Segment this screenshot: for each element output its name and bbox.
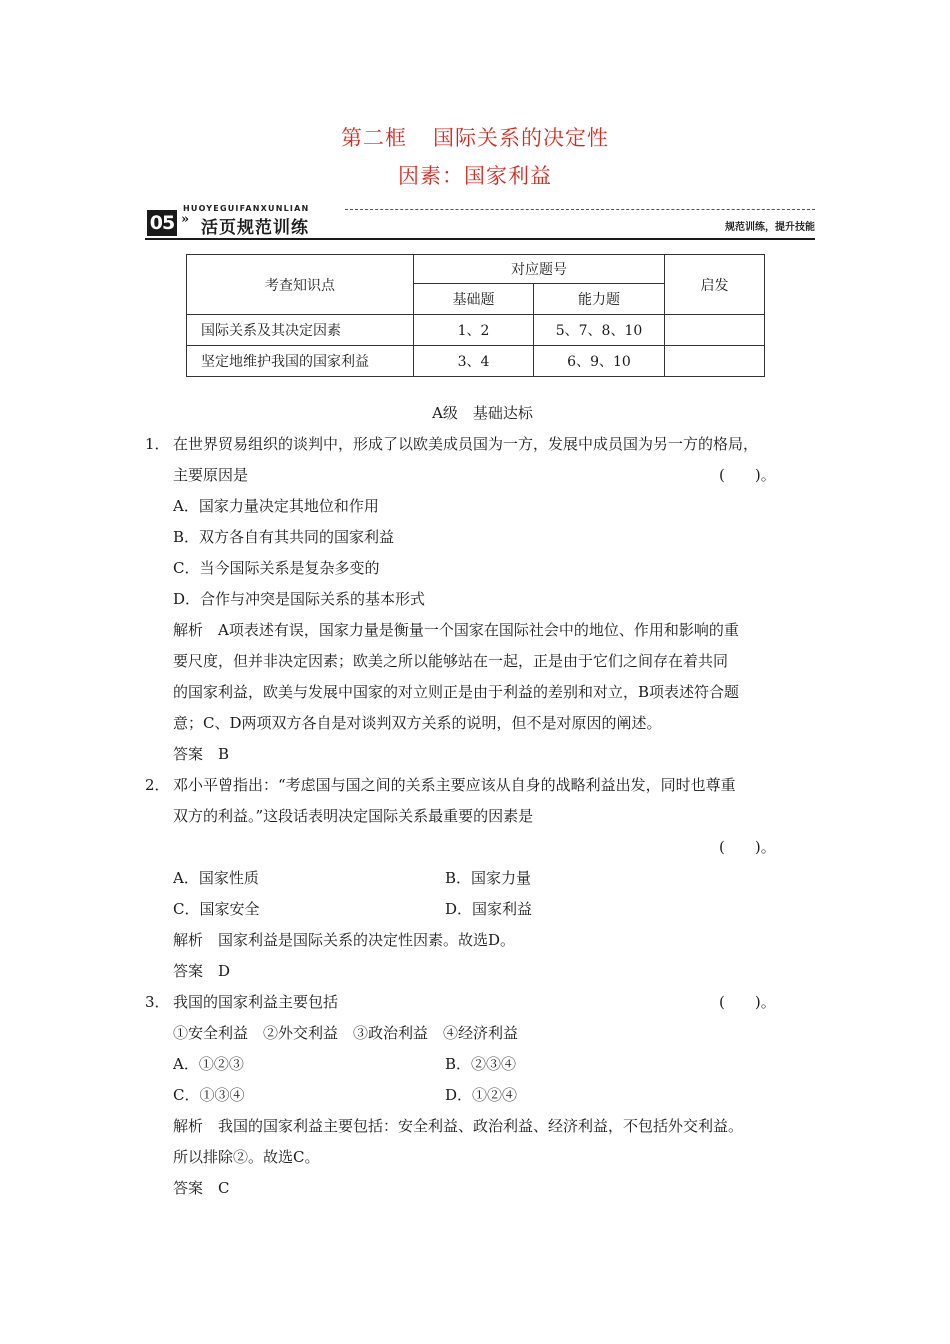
q1-analysis-line2: 要尺度，但并非决定因素；欧美之所以能够站在一起，正是由于它们之间存在着共同 [173, 652, 729, 670]
row-point: 国际关系及其决定因素 [187, 315, 414, 346]
q2-option-c: C．国家安全 [173, 900, 260, 918]
banner-pinyin: HUOYEGUIFANXUNLIAN [183, 204, 310, 213]
row-insight [665, 346, 765, 377]
row-ability: 6、9、10 [534, 346, 665, 377]
q1-option-c: C．当今国际关系是复杂多变的 [173, 559, 380, 577]
q1-option-a: A．国家力量决定其地位和作用 [173, 497, 379, 515]
q1-option-b: B．双方各自有其共同的国家利益 [173, 528, 395, 546]
section-banner [145, 200, 815, 240]
q3-number: 3． [145, 993, 170, 1011]
banner-dash-rule [345, 209, 815, 210]
q3-analysis-line2: 所以排除②。故选C。 [173, 1148, 320, 1166]
q2-options-row1 [145, 863, 820, 894]
q1-number: 1． [145, 435, 170, 453]
q3-analysis-line1: 解析 我国的国家利益主要包括：安全利益、政治利益、经济利益，不包括外交利益。 [173, 1117, 744, 1135]
header-insight: 启发 [665, 255, 765, 315]
q1-answer: 答案 B [173, 745, 230, 763]
answer-bracket: ( )。 [719, 466, 776, 484]
q1-stem-line2 [145, 460, 820, 491]
q3-option-b: B．②③④ [445, 1055, 517, 1073]
row-basic: 3、4 [414, 346, 534, 377]
knowledge-table [186, 254, 765, 377]
page-title-line2: 因素：国家利益 [398, 164, 552, 188]
row-ability: 5、7、8、10 [534, 315, 665, 346]
q1-analysis-line1: 解析 A项表述有误，国家力量是衡量一个国家在国际社会中的地位、作用和影响的重 [173, 621, 739, 639]
q1-stem-text1: 在世界贸易组织的谈判中，形成了以欧美成员国为一方，发展中成员国为另一方的格局， [173, 435, 759, 453]
q2-stem-line1 [145, 770, 820, 801]
header-question-no: 对应题号 [414, 255, 665, 284]
q2-option-d: D．国家利益 [445, 900, 533, 918]
q2-number: 2． [145, 776, 170, 794]
q3-options-row1 [145, 1049, 820, 1080]
q1-analysis-line4: 意；C、D两项双方各自是对谈判双方关系的说明，但不是对原因的阐述。 [173, 714, 662, 732]
banner-number: 05 [147, 210, 177, 236]
q2-option-a: A．国家性质 [173, 869, 259, 887]
header-basic: 基础题 [414, 284, 534, 315]
question-content [145, 398, 820, 1204]
q3-stem-text1: 我国的国家利益主要包括 [173, 993, 339, 1011]
q3-option-a: A．①②③ [173, 1055, 244, 1073]
q2-answer: 答案 D [173, 962, 231, 980]
q2-bracket-line [145, 832, 820, 863]
q3-stem-line1 [145, 987, 820, 1018]
q2-options-row2 [145, 894, 820, 925]
q1-option-d: D．合作与冲突是国际关系的基本形式 [173, 590, 426, 608]
q1-stem-line1 [145, 429, 820, 460]
row-insight [665, 315, 765, 346]
page-title-line1: 第二框 国际关系的决定性 [341, 126, 609, 150]
row-point: 坚定地维护我国的国家利益 [187, 346, 414, 377]
q2-stem-line2: 双方的利益。”这段话表明决定国际关系最重要的因素是 [173, 807, 534, 825]
q3-options-row2 [145, 1080, 820, 1111]
banner-subtitle: 规范训练，提升技能 [725, 222, 815, 233]
banner-rule [145, 238, 815, 240]
q2-stem-text1: 邓小平曾指出：“考虑国与国之间的关系主要应该从自身的战略利益出发，同时也尊重 [173, 776, 736, 794]
table-row [187, 346, 765, 377]
q2-analysis: 解析 国家利益是国际关系的决定性因素。故选D。 [173, 931, 516, 949]
table-row [187, 315, 765, 346]
q2-option-b: B．国家力量 [445, 869, 532, 887]
header-point: 考查知识点 [187, 255, 414, 315]
answer-bracket: ( )。 [719, 993, 776, 1011]
q1-stem-text2: 主要原因是 [173, 466, 249, 484]
answer-bracket: ( )。 [719, 838, 776, 856]
header-ability: 能力题 [534, 284, 665, 315]
row-basic: 1、2 [414, 315, 534, 346]
chevron-right-icon: » [181, 212, 190, 227]
q1-analysis-line3: 的国家利益，欧美与发展中国家的对立则正是由于利益的差别和对立，B项表述符合题 [173, 683, 740, 701]
q3-answer: 答案 C [173, 1179, 230, 1197]
section-heading: A级 基础达标 [432, 404, 533, 422]
q3-items: ①安全利益 ②外交利益 ③政治利益 ④经济利益 [173, 1024, 519, 1042]
banner-label: 活页规范训练 [201, 218, 309, 238]
q3-option-d: D．①②④ [445, 1086, 518, 1104]
q3-option-c: C．①③④ [173, 1086, 245, 1104]
